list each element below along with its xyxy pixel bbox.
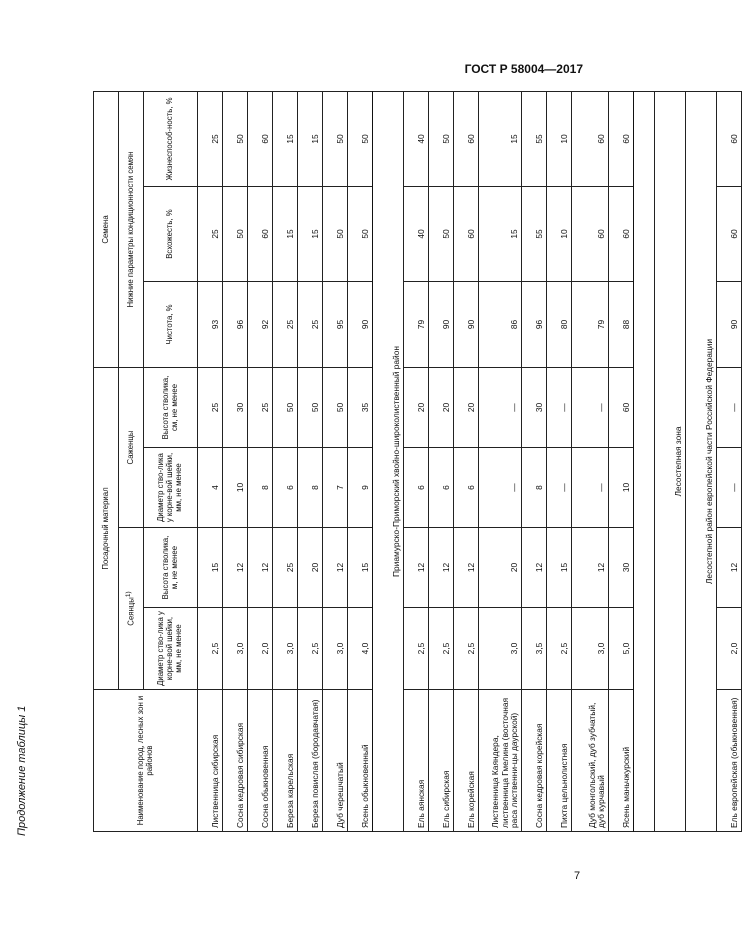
table-row: Лиственница Каяндера, лиственница Гмелина (восточная раса лиственни-цы даурской) 3,0 20 — — 86 15 15 — [479, 91, 522, 831]
table-row: Сосна кедровая сибирская 3,0 12 10 30 96 50 50 — [223, 91, 248, 831]
table-continuation-label: Продолжение таблицы 1 — [16, 705, 28, 836]
table-row: Дуб черешчатый 3,0 12 7 50 95 50 50 — [323, 91, 348, 831]
table-row: Лиственница сибирская 2,5 15 4 25 93 25 25 — [198, 91, 223, 831]
table-row: Ясень маньчжурский 5,0 30 10 60 88 60 60 — [609, 91, 634, 831]
viability-header: Жизнеспособ-ность, % — [144, 91, 198, 186]
seedling-parameters-table — [93, 91, 742, 832]
table-row: Ель сибирская 2,5 12 6 20 90 50 50 — [429, 91, 454, 831]
species-header: Наименование пород, лесных зон и районов — [94, 690, 198, 832]
rotated-table-region — [93, 92, 740, 832]
planting-material-header: Посадочный материал — [94, 368, 119, 690]
section-primorsky-title: Приамурско-Приморский хвойно-широколиственный район — [373, 91, 404, 831]
seedlings-header: Сеянцы$^{1)}$ — [119, 528, 144, 690]
saplings-header: Саженцы — [119, 368, 144, 528]
page-number: 7 — [574, 870, 581, 882]
section-european-title: Лесостепной район европейской части Российской Федерации — [686, 91, 717, 831]
germination-header: Всхожесть, % — [144, 187, 198, 282]
table-row: Береза повислая (бородавчатая) 2,5 20 8 50 25 15 15 — [298, 91, 323, 831]
table-row: Береза карельская 3,0 25 6 50 25 15 15 — [273, 91, 298, 831]
section-row — [655, 91, 686, 831]
stem-height-m-header: Высота стволика, м, не менее — [144, 528, 198, 608]
seed-params-header: Нижние параметры кондиционности семян — [119, 91, 144, 367]
section-row — [686, 91, 717, 831]
sapling-root-collar-diameter-header: Диаметр ство-лика у корне-вой шейки, мм, не менее — [144, 448, 198, 528]
table-row: Ель аянская 2,5 12 6 20 79 40 40 — [404, 91, 429, 831]
purity-header: Чистота, % — [144, 282, 198, 368]
spacer-row — [634, 91, 655, 831]
root-collar-diameter-header: Диаметр ство-лика у корне-вой шейки, мм, не менее — [144, 608, 198, 690]
table-row: Пихта цельнолистная 2,5 15 — — 80 10 10 — [547, 91, 572, 831]
section-row — [373, 91, 404, 831]
table-row: Сосна кедровая корейская 3,5 12 8 30 96 55 55 — [522, 91, 547, 831]
document-code: ГОСТ Р 58004—2017 — [464, 62, 583, 76]
footnote-marker: 1) — [125, 591, 133, 598]
table-row: Ель корейская 2,5 12 6 20 90 60 60 — [454, 91, 479, 831]
table-row: Ель европейская (обыкновенная) 2,0 12 — — 90 60 60 — [717, 91, 742, 831]
section-forest-steppe-title: Лесостепная зона — [655, 91, 686, 831]
table-row: Дуб монгольский, дуб зубчатый, дуб курчавый 3,0 12 — — 79 60 60 — [572, 91, 609, 831]
stem-height-cm-header: Высота стволика, см, не менее — [144, 368, 198, 448]
table-row: Сосна обыкновенная 2,0 12 8 25 92 60 60 — [248, 91, 273, 831]
table-row: Ясень обыкновенный 4,0 15 9 35 90 50 50 — [348, 91, 373, 831]
seeds-header: Семена — [94, 91, 119, 367]
